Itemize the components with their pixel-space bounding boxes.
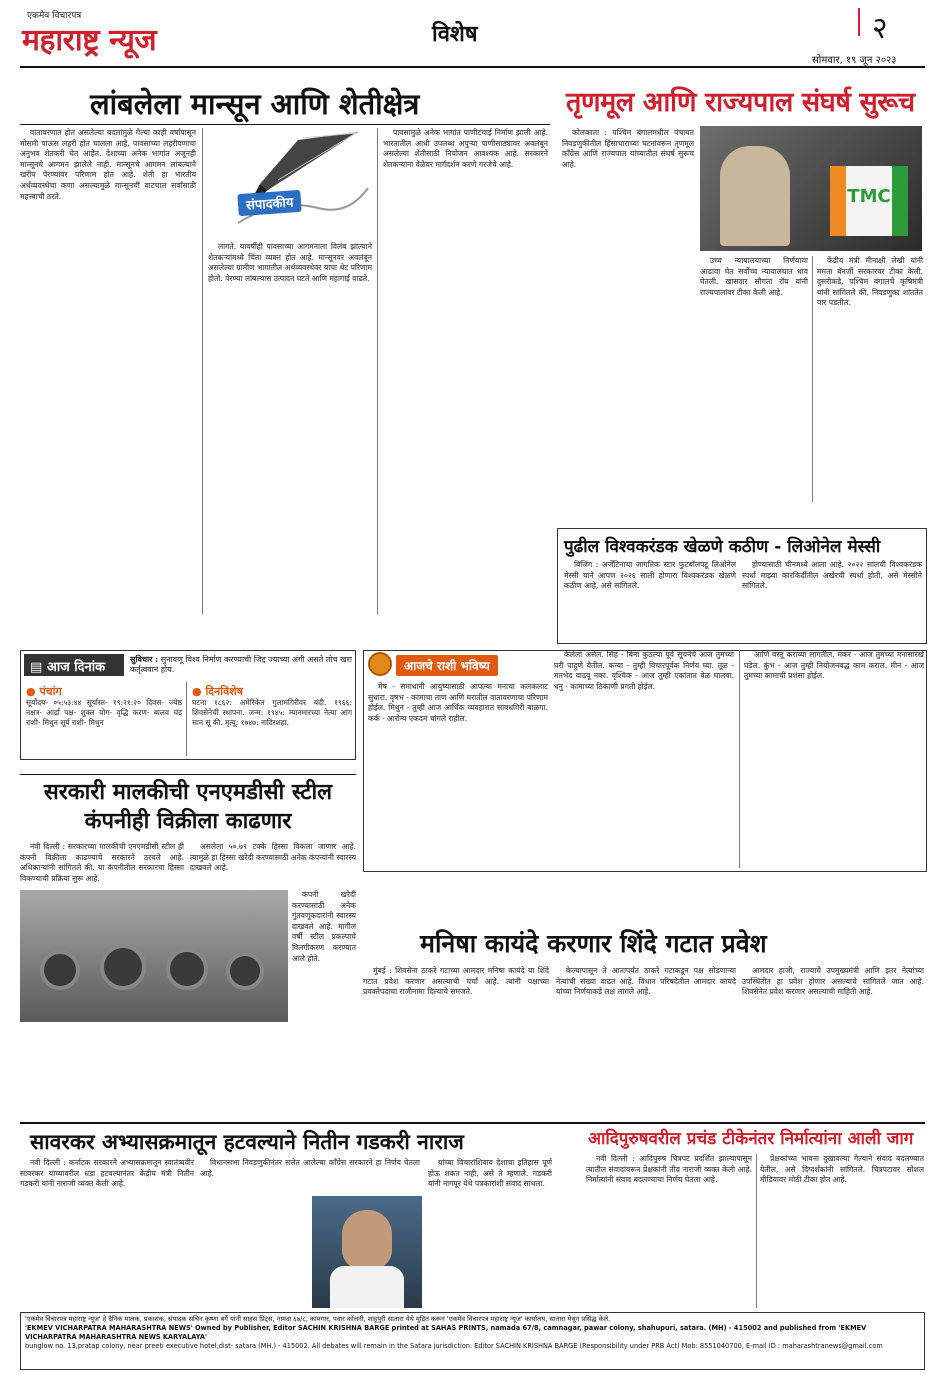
editorial-col1-text: वातावरणात होत असलेल्या बदलांमुळे गेल्या काही वर्षांपासून मोसमी पाऊस लहरी होत चालला आहे. पावसाच्या लहरीपणाचा अनुभव शेतकरी घेत आहेत. देशाच्या अनेक भागांत अजूनही मान्सूनचे आगमन झालेले नाही. मान्सूनचे आगमन लांबल्याने खरीप पेरण्यांवर परिणाम होत आहे. शेती हा भारतीय अर्थव्यवस्थेचा कणा असल्यामुळे मान्सूनची वाटचाल सर्वांसाठी महत्त्वाची ठरते. (20, 128, 196, 201)
bullet-icon: ● (192, 685, 206, 698)
page-number-divider (858, 8, 860, 36)
dinvishesh-text: घटना १८६२: अमेरिकेत गुलामगिरीवर बंदी. १९६६: शिवसेनेची स्थापना. जन्म: १९४५: म्यानमारच्या नेत्या आंग सान सू की. मृत्यू: १७४७: नादिरशहा. (192, 698, 352, 727)
tmc-text-2: उच्च न्यायालयाच्या निर्णयाचा आढावा घेत सर्वोच्च न्यायालयात धाव घेतली. खासदार सौगता रॉय यांनी राज्यपालांवर टीका केली आहे. (700, 256, 808, 297)
aaj-dinank-label-text: आज दिनांक (46, 660, 106, 675)
aaj-dinank-label (24, 654, 124, 676)
dinvishesh-label (192, 684, 243, 699)
messi-text-1: बिजिंग : अर्जेंटिनाचा जागतिक स्टार फुटबॉलपटू लिओनेल मेस्सी याने आपण २०२६ साली होणारा विश्वकरंडक खेळणे कठीण आहे, असे सांगितले. (564, 560, 736, 591)
masthead-rule (20, 66, 925, 68)
suvichar-text: सुनावणू विश्व निर्माण करण्याची जिद्द ज्याच्या अंगी असते तोच खरा कर्तृत्ववान होय. (130, 655, 352, 674)
messi-column-2 (742, 560, 922, 640)
nmdc-text-2: असलेला ५०.७९ टक्के हिस्सा विकला जाणार आहे. त्यामुळे हा हिस्सा खरेदी करण्यासाठी अनेक कंपन्यांनी स्वारस्य दाखवले आहे. (190, 842, 356, 873)
tmc-column-3 (817, 256, 923, 502)
tmc-headline: तृणमूल आणि राज्यपाल संघर्ष सुरूच (566, 87, 915, 118)
section-rule (20, 1122, 925, 1124)
bullet-icon: ● (26, 685, 40, 698)
tmc-placard (830, 166, 908, 236)
editorial-illustration (208, 128, 373, 238)
manisha-headline: मनिषा कायंदे करणार शिंदे गटात प्रवेश (420, 929, 767, 958)
editorial-col3-text: पावसामुळे अनेक भागांत पाणीटंचाई निर्माण झाली आहे. भारतातील आधी उपलब्ध अपुऱ्या पाणीसाठ्यावर अवलंबून असलेल्या शेतीसाठी नियोजन आवश्यक आहे. सरकारने शेतकऱ्यांना वेळेवर मार्गदर्शन करणे गरजेचे आहे. (383, 128, 548, 169)
nmdc-text-3: कंपनी खरेदी करण्यासाठी अनेक गुंतवणूकदारांनी स्वारस्य दाखवले आहे. मागील वर्षी स्टील प्रकल्पाचे विलगीकरण करण्यात आले होते. (292, 890, 356, 963)
dinvishesh-label-text: दिनविशेष (205, 685, 244, 698)
tmc-text-1: कोलकाता : पश्चिम बंगालमधील पंचायत निवडणुकीतील हिंसाचाराच्या घटनांवरून तृणमूल काँग्रेस आणि राज्यपाल यांच्यातील संघर्ष सुरूच आहे. (562, 128, 694, 169)
editorial-rule (20, 124, 550, 125)
column-rule (812, 256, 813, 502)
steel-coil (166, 948, 208, 990)
pen-illustration-icon (208, 128, 373, 238)
panchang-text: सूर्योदय- ०५:५३:४४ सूर्यास्त- १९:२१:२० दिवस- ज्येष्ठ नक्षत्र- आर्द्रा पक्ष- शुक्ल योग- वृद्धि करण- बालव चंद्र राशी- मिथुन सूर्य राशी- मिथुन (26, 698, 182, 727)
column-rule (186, 682, 187, 756)
editorial-column-2 (208, 242, 372, 614)
rashi-column-2 (554, 650, 734, 868)
steel-coil (100, 944, 146, 990)
editorial-column-1 (20, 128, 196, 614)
column-rule (377, 128, 378, 614)
gadkari-text-2: यांच्या विचारांशिवाय देशाचा इतिहास पूर्ण होऊ शकत नाही, असे ते म्हणाले. गडकरी यांनी नागपूर येथे पत्रकारांशी संवाद साधला. (428, 1158, 552, 1189)
section-rule (20, 774, 356, 775)
panchang-label (26, 684, 62, 699)
manisha-text-1: मुंबई : शिवसेना ठाकरे गटाच्या आमदार मनिषा कायंदे या शिंदे गटात प्रवेश करणार असल्याची चर्चा आहे. त्यांनी पक्षाच्या प्रवक्तेपदाचा राजीनामा दिल्याचे समजते. (363, 966, 549, 997)
suvichar-label: सुविचार : (130, 654, 159, 664)
rashi-column-1 (368, 682, 548, 868)
calendar-icon: ▤ (30, 660, 47, 675)
nmdc-column-3 (292, 890, 356, 1020)
speaker-figure (720, 146, 790, 246)
manisha-column-1 (363, 966, 549, 1120)
manisha-column-3 (742, 966, 924, 1120)
print-line-english-1: 'EKMEV VICHARPATRA MAHARASHTRA NEWS' Owned by Publisher, Editor SACHIN KRISHNA BARGE printed at SAHAS PRINTS, namada 67/8, camnagar, pawar colony, shahupuri, satara. (MH) - 415002 and published from 'EKMEV VICHARPATRA MAHARASHTRA NEWS KARYALAYA' (25, 1324, 867, 1341)
person-figure (330, 1266, 404, 1308)
gadkari-text-3: विधानसभा निवडणुकीनंतर सत्तेत आलेल्या काँग्रेस सरकारने हा निर्णय घेतला आहे. (200, 1158, 420, 1178)
column-rule (756, 1154, 757, 1308)
gadkari-column-2-top (200, 1158, 420, 1198)
column-rule (202, 128, 203, 614)
print-line-marathi: 'एकमेव विचारपत्र महाराष्ट्र न्यूज' हे दैनिक मालक, प्रकाशक, संपादक सचिन कृष्णा बर्गे यांनी साहस प्रिंट्स, नामदा ६७/८, कामगार, पवार कॉलनी, शाहूपुरी सातारा येथे मुद्रित करून 'एकमेव विचारपत्र महाराष्ट्र न्यूज' कार्यालय, सातारा येथून प्रसिद्ध केले. (25, 1315, 611, 1323)
manisha-text-3: आमदार हाजी, राज्याचे उपमुख्यमंत्री आणि इतर नेत्यांच्या उपस्थितीत हा प्रवेश होणार असल्याचे सांगितले जात आहे. शिवसेनेत प्रवेश करणार असल्याची माहिती आहे. (742, 966, 924, 997)
messi-headline: पुढील विश्वकरंडक खेळणे कठीण - लिओनेल मेस्सी (564, 537, 881, 557)
nmdc-headline (20, 778, 356, 836)
dateline: सोमवार, १९ जून २०२३ (812, 55, 897, 66)
section-title: विशेष (432, 22, 478, 47)
nmdc-text-1: नवी दिल्ली : सरकारच्या मालकीची एनएमडीसी स्टील ही कंपनी विक्रीला काढण्याचे सरकारने ठरवले आहे. अधिकाऱ्यांनी सांगितले की, या कंपनीतील सरकारचा हिस्सा विकण्याची प्रक्रिया सुरू आहे. (20, 842, 184, 883)
nmdc-headline-line-2: कंपनीही विक्रीला काढणार (84, 809, 292, 834)
editorial-headline: लांबलेला मान्सून आणि शेतीक्षेत्र (90, 87, 420, 121)
masthead-title: महाराष्ट्र न्यूज (22, 23, 157, 58)
tmc-text-3: केंद्रीय मंत्री मीनाक्षी लेखी यांनी ममता बॅनर्जी सरकारवर टीका केली. दुसरीकडे, पश्चिम बंगालचे कृषिमंत्री यांनी सांगितले की, निवडणुका शांततेत पार पडतील. (817, 256, 923, 308)
adipurush-text-2: प्रेक्षकांच्या भावना दुखावल्या गेल्याने संवाद बदलण्यात येतील, असे दिग्दर्शकांनी सांगितले. चित्रपटावर सोशल मीडियावर मोठी टीका होत आहे. (760, 1154, 924, 1185)
steel-coil (40, 950, 80, 990)
print-line-english-2: bunglow no. 13,pratap colony, near preeti executive hotel,dist- satara (MH.) - 415002. All debates will remain in the Satara jurisdiction. Editor SACHIN KRISHNA BARGE (Responsibility under PRB Act) Mob: 8551040700, E-mail ID : maharashtranews@gmail.com (25, 1342, 883, 1350)
suvichar (130, 654, 352, 676)
gadkari-column-1 (20, 1158, 194, 1308)
gadkari-column-3 (428, 1158, 552, 1308)
rashi-text-1: मेष - समाधानी आयुष्यासाठी आपल्या मनाचा कलकलाट सुधारा. वृषभ - कामाचा ताण आणि घरातील वातावरणाचा परिणाम होईल. मिथुन - तुम्ही आज आर्थिक व्यवहारात सावधगिरी बाळगा. कर्क - आरोग्य एकदम चांगले राहील. (368, 682, 548, 723)
manisha-text-2: केल्यापासून ते आतापर्यंत ठाकरे गटाकडून पक्ष सोडणाऱ्या नेत्यांची संख्या वाढत आहे. विधान परिषदेतील आमदार कायंदे यांच्या निर्णयाकडे लक्ष लागले आहे. (556, 966, 736, 997)
messi-column-1 (564, 560, 736, 640)
nmdc-column-2 (190, 842, 356, 886)
editorial-column-3 (383, 128, 548, 614)
zodiac-wheel-icon (368, 652, 392, 676)
gadkari-headline: सावरकर अभ्यासक्रमातून हटवल्याने नितीन गडकरी नाराज (30, 1130, 464, 1154)
masthead-tagline: एकमेव विचारपत्र (27, 11, 82, 21)
steel-coil (226, 952, 264, 990)
rashi-label: आजचे राशी भविष्य (396, 655, 498, 676)
adipurush-text-1: नवी दिल्ली : आदिपुरुष चित्रपट प्रदर्शित झाल्यापासून त्यातील संवादांवरून प्रेक्षकांनी तीव्र नाराजी व्यक्त केली आहे. निर्मात्यांनी संवाद बदलण्याचा निर्णय घेतला आहे. (586, 1154, 752, 1185)
rashi-column-3 (744, 650, 924, 868)
tmc-column-1 (562, 128, 694, 502)
gadkari-text-1: नवी दिल्ली : कर्नाटक सरकारने अभ्यासक्रमातून स्वातंत्र्यवीर सावरकर यांच्यावरील धडा हटवल्यानंतर केंद्रीय मंत्री नितीन गडकरी यांनी नाराजी व्यक्त केली आहे. (20, 1158, 194, 1189)
tmc-photo (700, 126, 922, 251)
placard-text: TMC (847, 186, 891, 207)
column-rule (739, 650, 740, 868)
rashi-text-2: केलेला असेल. सिंह - बिना कुठल्या पूर्व सूचनेचे आज तुमच्या घरी पाहुणे येतील. कन्या - तुम्ही विचारपूर्वक निर्णय घ्या. तूळ - मतभेद वाढवू नका. वृश्चिक - आज तुम्ही एकांतात वेळ घालवा. धनु - कामाच्या ठिकाणी प्रगती होईल. (554, 650, 734, 691)
page-number: २ (872, 11, 888, 46)
manisha-column-2 (556, 966, 736, 1120)
steel-coils-photo (20, 890, 288, 1022)
editorial-badge: संपादकीय (237, 190, 302, 216)
panchang-label-text: पंचांग (39, 685, 62, 698)
print-line-box (20, 1312, 925, 1370)
adipurush-column-1 (586, 1154, 752, 1308)
nmdc-headline-line-1: सरकारी मालकीची एनएमडीसी स्टील (43, 780, 333, 805)
rashi-text-3: आणि वस्तू कराव्या लागतील. मकर - आज तुमच्या मनासारखे घडेल. कुंभ - आज तुम्ही नियोजनबद्ध काम कराल. मीन - आज तुमच्या कामाची प्रशंसा होईल. (744, 650, 924, 681)
tmc-column-2 (700, 256, 808, 502)
adipurush-headline: आदिपुरुषवरील प्रचंड टीकेनंतर निर्मात्यांना आली जाग (588, 1129, 914, 1149)
adipurush-column-2 (760, 1154, 924, 1308)
messi-text-2: होण्यासाठी चीनमध्ये आला आहे. २०२२ सालची विश्वकरंडक स्पर्धा माझ्या कारकिर्दीतील अखेरची स्पर्धा होती, असे मेस्सीने सांगितले. (742, 560, 922, 591)
gadkari-photo (312, 1196, 422, 1308)
editorial-col2-text: लागते. यावर्षीही पावसाच्या आगमनाला विलंब झाल्याने शेतकऱ्यांमध्ये चिंता व्यक्त होत आहे. मान्सूनवर अवलंबून असलेल्या ग्रामीण भागातील अर्थव्यवस्थेवर याचा थेट परिणाम होतो. पेरण्या लांबल्यास उत्पादन घटते आणि महागाई वाढते. (208, 242, 372, 283)
nmdc-column-1 (20, 842, 184, 886)
person-figure (342, 1210, 392, 1270)
